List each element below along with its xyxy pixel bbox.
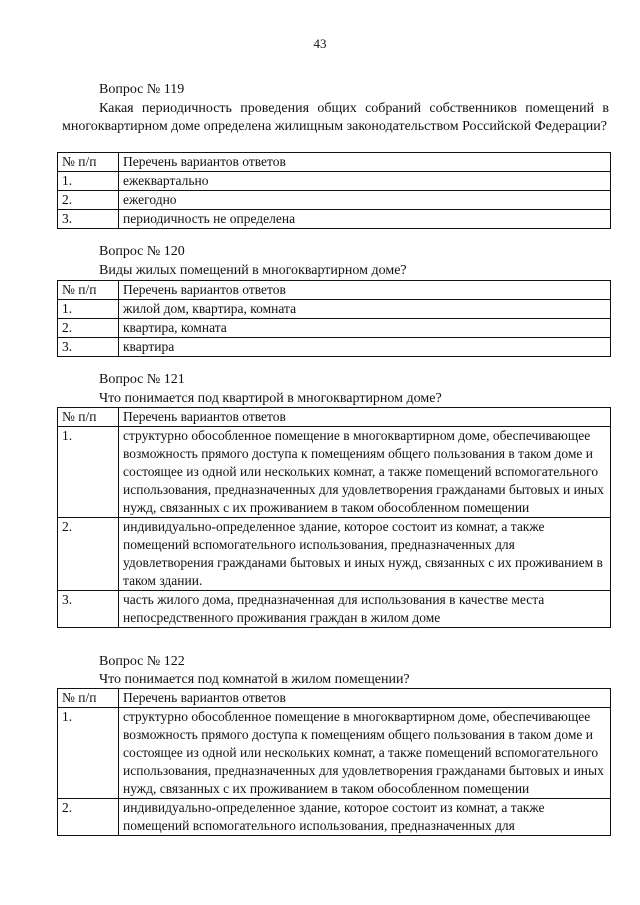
answer-text: структурно обособленное помещение в многоквартирном доме, обеспечивающее возможность прямого доступа к помещениям общего пользования в таком доме и состоящее из одной или нескольких комнат, а также помещений вспомогательного использования, предназначенных для удовлетворения гражданами бытовых и иных нужд, связанных с их проживанием в таком обособленном помещении xyxy=(119,427,611,518)
answer-text: структурно обособленное помещение в многоквартирном доме, обеспечивающее возможность прямого доступа к помещениям общего пользования в таком доме и состоящее из одной или нескольких комнат, а также помещений вспомогательного использования, предназначенных для удовлетворения гражданами бытовых и иных нужд, связанных с их проживанием в таком обособленном помещении xyxy=(119,708,611,799)
answers-table-119 xyxy=(57,152,611,229)
header-num: № п/п xyxy=(58,153,119,172)
question-120-title: Вопрос № 120 xyxy=(99,244,185,259)
header-list: Перечень вариантов ответов xyxy=(119,408,611,427)
table-row xyxy=(58,338,611,357)
answer-num: 3. xyxy=(58,591,119,628)
answers-table-120 xyxy=(57,280,611,357)
table-header-row xyxy=(58,281,611,300)
answer-text: периодичность не определена xyxy=(119,210,611,229)
answer-text: ежеквартально xyxy=(119,172,611,191)
table-header-row xyxy=(58,153,611,172)
answer-text: жилой дом, квартира, комната xyxy=(119,300,611,319)
answer-num: 1. xyxy=(58,708,119,799)
table-row xyxy=(58,427,611,518)
answers-table-122 xyxy=(57,688,611,836)
question-122-text: Что понимается под комнатой в жилом помещении? xyxy=(99,672,410,687)
answer-text: индивидуально-определенное здание, которое состоит из комнат, а также помещений вспомогательного использования, предназначенных для удовлетворения гражданами бытовых и иных нужд, связанных с их проживанием в таком здании. xyxy=(119,518,611,591)
table-row xyxy=(58,210,611,229)
header-list: Перечень вариантов ответов xyxy=(119,153,611,172)
answer-text: часть жилого дома, предназначенная для использования в качестве места непосредственного проживания граждан в жилом доме xyxy=(119,591,611,628)
answer-text: индивидуально-определенное здание, которое состоит из комнат, а также помещений вспомогательного использования, предназначенных для xyxy=(119,799,611,836)
header-num: № п/п xyxy=(58,281,119,300)
answer-text: квартира, комната xyxy=(119,319,611,338)
answers-table-121 xyxy=(57,407,611,628)
question-119-title: Вопрос № 119 xyxy=(99,82,185,97)
answer-num: 1. xyxy=(58,172,119,191)
header-list: Перечень вариантов ответов xyxy=(119,689,611,708)
table-row xyxy=(58,518,611,591)
table-row xyxy=(58,708,611,799)
question-122-title: Вопрос № 122 xyxy=(99,654,185,669)
answer-num: 1. xyxy=(58,427,119,518)
page-number: 43 xyxy=(313,36,327,51)
answer-num: 1. xyxy=(58,300,119,319)
header-num: № п/п xyxy=(58,408,119,427)
table-row xyxy=(58,319,611,338)
table-row xyxy=(58,591,611,628)
table-row xyxy=(58,191,611,210)
answer-num: 2. xyxy=(58,799,119,836)
question-120-text: Виды жилых помещений в многоквартирном доме? xyxy=(99,263,407,278)
question-121-title: Вопрос № 121 xyxy=(99,372,185,387)
table-row xyxy=(58,300,611,319)
table-header-row xyxy=(58,689,611,708)
question-121-text: Что понимается под квартирой в многоквартирном доме? xyxy=(99,391,442,406)
table-header-row xyxy=(58,408,611,427)
table-row xyxy=(58,172,611,191)
answer-num: 2. xyxy=(58,191,119,210)
header-num: № п/п xyxy=(58,689,119,708)
answer-num: 3. xyxy=(58,338,119,357)
question-119-text: Какая периодичность проведения общих собраний собственников помещений в многоквартирном доме определена жилищным законодательством Российской Федерации? xyxy=(62,101,609,134)
answer-text: ежегодно xyxy=(119,191,611,210)
header-list: Перечень вариантов ответов xyxy=(119,281,611,300)
table-row xyxy=(58,799,611,836)
answer-num: 2. xyxy=(58,319,119,338)
answer-num: 3. xyxy=(58,210,119,229)
answer-num: 2. xyxy=(58,518,119,591)
answer-text: квартира xyxy=(119,338,611,357)
